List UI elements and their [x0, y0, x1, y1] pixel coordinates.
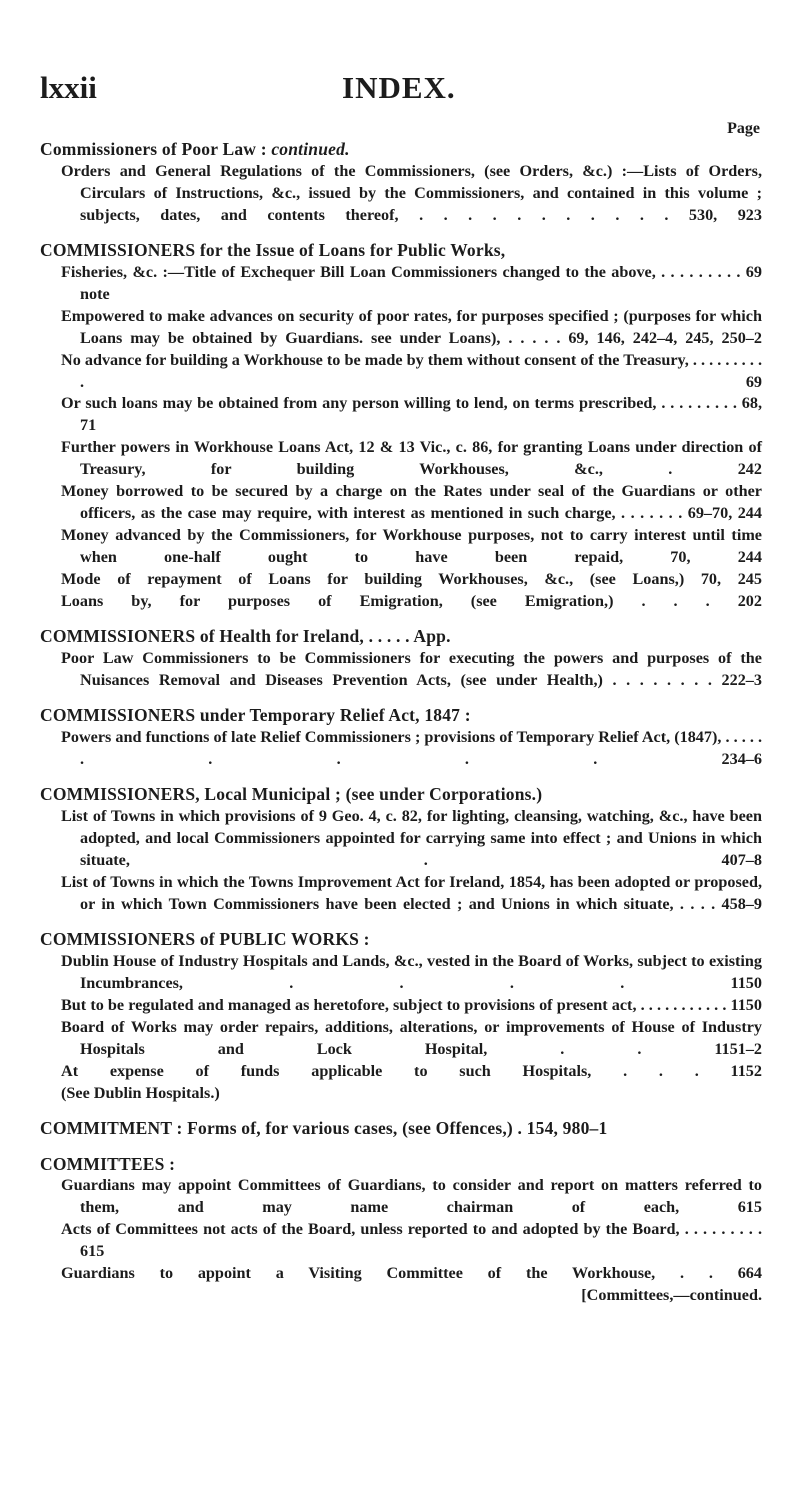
index-entry [40, 240, 762, 612]
sub-entry: Orders and General Regulations of the Commissioners, (see Orders, &c.) :—Lists of Orders, Circulars of Instructions, &c., issued by the Commissioners, and contained in this volume ; subjects, dates, and contents thereof, . . . . . . . . . . . 530, 923 [61, 161, 762, 224]
sub-entry: List of Towns in which provisions of 9 Geo. 4, c. 82, for lighting, cleansing, watching, &c., have been adopted, and local Commissioners appointed for carrying same into effect ; and Unions in which situate, . 407–8 [61, 807, 762, 870]
entry-heading: COMMITTEES : [40, 1153, 176, 1174]
sub-entry: Poor Law Commissioners to be Commissioners for executing the powers and purposes of the Nuisances Removal and Diseases Prevention Acts, (see under Health,) . . . . . . . . 222–3 [61, 648, 762, 689]
index-entry [40, 929, 762, 1104]
entry-heading: COMMISSIONERS, Local Municipal ; (see under Corporations.) [40, 784, 543, 805]
sub-entry: Further powers in Workhouse Loans Act, 12 & 13 Vic., c. 86, for granting Loans under direction of Treasury, for building Workhouses, &c., . 242 [61, 438, 762, 479]
sub-entry: Acts of Committees not acts of the Board, unless reported to and adopted by the Board, . . . . . . . . . 615 [61, 1220, 762, 1261]
page-title: INDEX. [342, 70, 456, 105]
sub-entry: Money borrowed to be secured by a charge on the Rates under seal of the Guardians or other officers, as the case may require, with interest as mentioned in such charge, . . . . . . . 69–70, 244 [61, 482, 762, 522]
page-number: lxxii [40, 70, 97, 105]
index-entry [40, 784, 762, 915]
entry-heading: COMMITMENT : Forms of, for various cases, (see Offences,) . 154, 980–1 [40, 1118, 608, 1139]
sub-entry: Board of Works may order repairs, additions, alterations, or improvements of House of Industry Hospitals and Lock Hospital, . . 1151–2 [61, 1018, 762, 1058]
index-entry [40, 626, 762, 692]
sub-entry: Guardians to appoint a Visiting Committee of the Workhouse, . . 664 [61, 1264, 762, 1283]
sub-entry: At expense of funds applicable to such Hospitals, . . . 1152 [61, 1061, 762, 1080]
sub-entry: (See Dublin Hospitals.) [61, 1083, 220, 1102]
sub-entry: Or such loans may be obtained from any person willing to lend, on terms prescribed, . . . . . . . . . 68, 71 [61, 394, 762, 435]
page-column-label: Page [727, 120, 760, 137]
index-entries [40, 139, 762, 1320]
index-entry [40, 1154, 762, 1307]
sub-entry: Mode of repayment of Loans for building Workhouses, &c., (see Loans,) 70, 245 [61, 569, 762, 588]
continuation-note: [Committees,—continued. [581, 1286, 762, 1304]
entry-heading: COMMISSIONERS of Health for Ireland, . . . . . App. [40, 626, 451, 647]
index-entry [40, 139, 762, 227]
index-entry [40, 705, 762, 771]
sub-entry: Dublin House of Industry Hospitals and Lands, &c., vested in the Board of Works, subject to existing Incumbrances, . . . . 1150 [61, 952, 762, 993]
sub-entry: Empowered to make advances on security of poor rates, for purposes specified ; (purposes for which Loans may be obtained by Guardians. see under Loans), . . . . . 69, 146, 242–4, 245, 250–2 [61, 306, 762, 347]
sub-entry: Fisheries, &c. :—Title of Exchequer Bill Loan Commissioners changed to the above, . . . . . . . . . 69 note [61, 263, 762, 303]
sub-entry: Money advanced by the Commissioners, for Workhouse purposes, not to carry interest until time when one-half ought to have been repaid, 70, 244 [61, 525, 762, 566]
entry-heading: COMMISSIONERS for the Issue of Loans for Public Works, [40, 240, 506, 261]
entry-heading: COMMISSIONERS of PUBLIC WORKS : [40, 929, 370, 950]
sub-entry: But to be regulated and managed as heretofore, subject to provisions of present act, . . . . . . . . . . . 1150 [61, 996, 762, 1015]
sub-entry: List of Towns in which the Towns Improvement Act for Ireland, 1854, has been adopted or proposed, or in which Town Commissioners have been elected ; and Unions in which situate, . . . . 458–9 [61, 873, 762, 913]
sub-entry: Guardians may appoint Committees of Guardians, to consider and report on matters referred to them, and may name chairman of each, 615 [61, 1176, 762, 1217]
running-head [40, 70, 760, 110]
index-entry [40, 1118, 762, 1140]
entry-heading: COMMISSIONERS under Temporary Relief Act, 1847 : [40, 705, 471, 726]
sub-entry: No advance for building a Workhouse to be made by them without consent of the Treasury, . . . . . . . . . . 69 [61, 350, 762, 391]
sub-entry: Loans by, for purposes of Emigration, (see Emigration,) . . . 202 [61, 591, 762, 610]
entry-heading: Commissioners of Poor Law : continued. [40, 139, 350, 159]
sub-entry: Powers and functions of late Relief Commissioners ; provisions of Temporary Relief Act, (1847), . . . . . . . . . . 234–6 [61, 728, 762, 769]
